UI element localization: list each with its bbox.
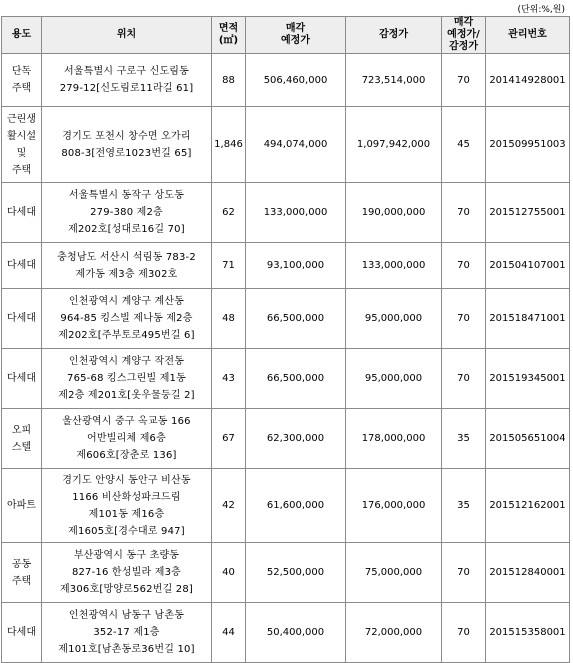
cell-ratio: 35 <box>442 409 486 469</box>
cell-ratio: 70 <box>442 243 486 289</box>
cell-mgmt-no: 201505651004 <box>486 409 570 469</box>
cell-area: 40 <box>212 543 246 603</box>
cell-use: 공동 주택 <box>2 543 42 603</box>
header-location: 위치 <box>42 17 212 54</box>
table-row <box>2 54 570 107</box>
cell-area: 62 <box>212 183 246 243</box>
cell-use: 다세대 <box>2 243 42 289</box>
cell-location: 서울특별시 동작구 상도동 279-380 제2층 제202호[성대로16길 70] <box>42 183 212 243</box>
cell-use: 오피 스텔 <box>2 409 42 469</box>
cell-ratio: 70 <box>442 183 486 243</box>
cell-appraisal: 176,000,000 <box>346 469 442 543</box>
header-sale-price: 매각 예정가 <box>246 17 346 54</box>
table-row <box>2 107 570 183</box>
header-row <box>2 17 570 54</box>
cell-sale-price: 66,500,000 <box>246 289 346 349</box>
cell-ratio: 70 <box>442 54 486 107</box>
cell-mgmt-no: 201512162001 <box>486 469 570 543</box>
table-row <box>2 469 570 543</box>
header-mgmt-no: 관리번호 <box>486 17 570 54</box>
cell-ratio: 35 <box>442 469 486 543</box>
cell-appraisal: 723,514,000 <box>346 54 442 107</box>
cell-location: 인천광역시 남동구 남촌동 352-17 제1층 제101호[남촌동로36번길 10] <box>42 603 212 663</box>
property-table <box>1 16 570 663</box>
cell-location: 서울특별시 구로구 신도림동 279-12[신도림로11라길 61] <box>42 54 212 107</box>
cell-ratio: 70 <box>442 349 486 409</box>
cell-area: 44 <box>212 603 246 663</box>
cell-mgmt-no: 201504107001 <box>486 243 570 289</box>
cell-area: 1,846 <box>212 107 246 183</box>
cell-appraisal: 133,000,000 <box>346 243 442 289</box>
cell-area: 42 <box>212 469 246 543</box>
table-row <box>2 543 570 603</box>
cell-appraisal: 190,000,000 <box>346 183 442 243</box>
cell-use: 다세대 <box>2 183 42 243</box>
cell-area: 48 <box>212 289 246 349</box>
cell-location: 인천광역시 계양구 작전동 765-68 킹스그린빌 제1동 제2층 제201호[옷우물둥길 2] <box>42 349 212 409</box>
cell-mgmt-no: 201512755001 <box>486 183 570 243</box>
table-row <box>2 349 570 409</box>
cell-use: 다세대 <box>2 349 42 409</box>
cell-sale-price: 62,300,000 <box>246 409 346 469</box>
header-area: 면적 (㎡) <box>212 17 246 54</box>
table-row <box>2 409 570 469</box>
cell-appraisal: 1,097,942,000 <box>346 107 442 183</box>
cell-use: 단독 주택 <box>2 54 42 107</box>
cell-location: 울산광역시 중구 옥교동 166 어반빌리체 제6층 제606호[장춘로 136] <box>42 409 212 469</box>
cell-ratio: 70 <box>442 543 486 603</box>
cell-use: 근린생 활시설 및 주택 <box>2 107 42 183</box>
header-use: 용도 <box>2 17 42 54</box>
cell-appraisal: 178,000,000 <box>346 409 442 469</box>
table-row <box>2 289 570 349</box>
unit-note: (단위:%,원) <box>517 5 565 15</box>
cell-use: 다세대 <box>2 289 42 349</box>
cell-mgmt-no: 201414928001 <box>486 54 570 107</box>
cell-sale-price: 66,500,000 <box>246 349 346 409</box>
table-row <box>2 243 570 289</box>
cell-location: 경기도 안양시 동안구 비산동 1166 비산화성파크드림 제101동 제16층 제1605호[경수대로 947] <box>42 469 212 543</box>
cell-area: 43 <box>212 349 246 409</box>
cell-ratio: 70 <box>442 603 486 663</box>
cell-appraisal: 95,000,000 <box>346 349 442 409</box>
cell-mgmt-no: 201515358001 <box>486 603 570 663</box>
cell-sale-price: 506,460,000 <box>246 54 346 107</box>
cell-ratio: 45 <box>442 107 486 183</box>
cell-location: 부산광역시 동구 초량동 827-16 한성빌라 제3층 제306호[망양로562번길 28] <box>42 543 212 603</box>
cell-mgmt-no: 201509951003 <box>486 107 570 183</box>
cell-appraisal: 95,000,000 <box>346 289 442 349</box>
cell-sale-price: 50,400,000 <box>246 603 346 663</box>
cell-use: 다세대 <box>2 603 42 663</box>
cell-ratio: 70 <box>442 289 486 349</box>
cell-mgmt-no: 201519345001 <box>486 349 570 409</box>
cell-area: 71 <box>212 243 246 289</box>
cell-appraisal: 72,000,000 <box>346 603 442 663</box>
cell-use: 아파트 <box>2 469 42 543</box>
table-row <box>2 183 570 243</box>
cell-sale-price: 61,600,000 <box>246 469 346 543</box>
cell-location: 충청남도 서산시 석림동 783-2 제가동 제3층 제302호 <box>42 243 212 289</box>
cell-sale-price: 494,074,000 <box>246 107 346 183</box>
cell-location: 경기도 포천시 창수면 오가리 808-3[전영로1023번길 65] <box>42 107 212 183</box>
cell-sale-price: 133,000,000 <box>246 183 346 243</box>
cell-sale-price: 52,500,000 <box>246 543 346 603</box>
cell-sale-price: 93,100,000 <box>246 243 346 289</box>
cell-mgmt-no: 201518471001 <box>486 289 570 349</box>
header-appraisal: 감정가 <box>346 17 442 54</box>
cell-area: 88 <box>212 54 246 107</box>
cell-appraisal: 75,000,000 <box>346 543 442 603</box>
cell-mgmt-no: 201512840001 <box>486 543 570 603</box>
header-ratio: 매각 예정가/ 감정가 <box>442 17 486 54</box>
cell-location: 인천광역시 계양구 계산동 964-85 킹스빌 제나동 제2층 제202호[주부토로495번길 6] <box>42 289 212 349</box>
cell-area: 67 <box>212 409 246 469</box>
